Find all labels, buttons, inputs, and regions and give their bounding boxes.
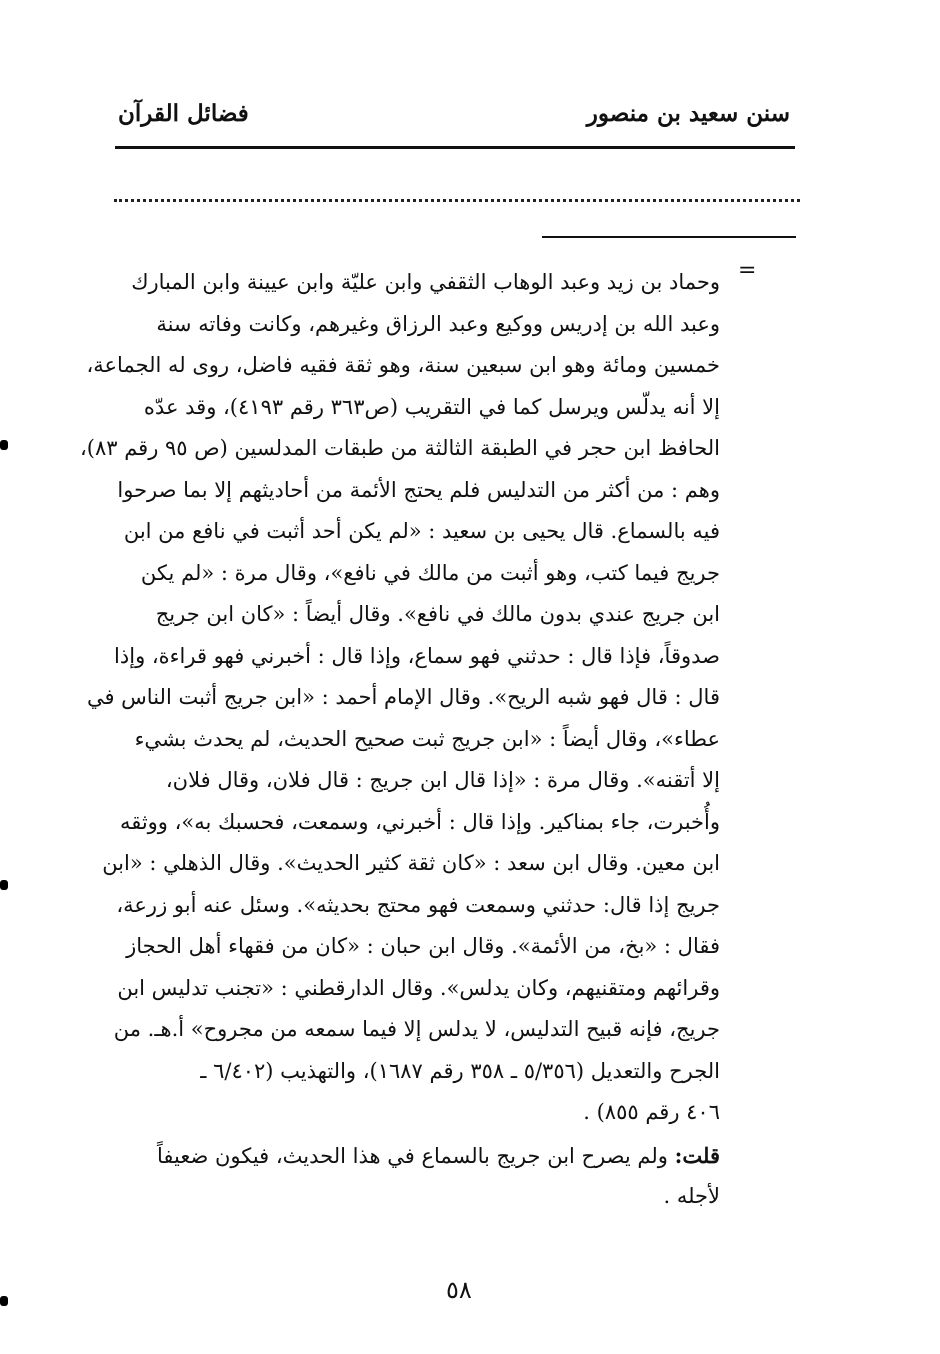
footnote-line: وعبد الله بن إدريس ووكيع وعبد الرزاق وغيرهم، وكانت وفاته سنة (156, 311, 720, 336)
scan-edge-mark (0, 1296, 8, 1306)
footnote-line: ٤٠٦ رقم ٨٥٥) . (583, 1100, 720, 1124)
author-note-line (110, 1136, 720, 1176)
footnote-line: إلا أنه يدلّس ويرسل كما في التقريب (ص٣٦٣ رقم ٤١٩٣)، وقد عدّه (143, 394, 720, 419)
scan-edge-mark (0, 440, 8, 450)
footnote-line: صدوقاً، فإذا قال : حدثني فهو سماع، وإذا قال : أخبرني فهو قراءة، وإذا (114, 643, 720, 668)
footnote-line: وقرائهم ومتقنيهم، وكان يدلس». وقال الدارقطني : «تجنب تدليس ابن (117, 975, 720, 1000)
footnote-line: الجرح والتعديل (٥/٣٥٦ ـ ٣٥٨ رقم ١٦٨٧)، والتهذيب (٦/٤٠٢ ـ (200, 1058, 720, 1083)
author-note (110, 1136, 720, 1216)
chapter-title: فضائل القرآن (118, 100, 249, 127)
author-note-text: ولم يصرح ابن جريج بالسماع في هذا الحديث، فيكون ضعيفاً (156, 1144, 668, 1168)
footnote-rule (542, 236, 796, 238)
ellipsis-separator (114, 186, 800, 202)
footnote-line: ابن معين. وقال ابن سعد : «كان ثقة كثير الحديث». وقال الذهلي : «ابن (102, 851, 720, 875)
author-note-label: قلت: (674, 1143, 720, 1168)
footnote-line: جريج، فإنه قبيح التدليس، لا يدلس إلا فيما سمعه من مجروح» أ.هـ. من (113, 1017, 720, 1041)
footnote-line: فقال : «بخ، من الأئمة». وقال ابن حبان : «كان من فقهاء أهل الحجاز (126, 934, 720, 958)
footnote-line: ابن جريج عندي بدون مالك في نافع». وقال أيضاً : «كان ابن جريج (155, 602, 720, 626)
footnote-line: عطاء»، وقال أيضاً : «ابن جريج ثبت صحيح الحديث، لم يحدث بشيء (134, 726, 720, 751)
footnote-line: خمسين ومائة وهو ابن سبعين سنة، وهو ثقة فقيه فاضل، روى له الجماعة، (86, 353, 720, 377)
footnote-line: وأُخبرت، جاء بمناكير. وإذا قال : أخبرني، وسمعت، فحسبك به»، ووثقه (119, 809, 720, 834)
footnote-line: جريج فيما كتب، وهو أثبت من مالك في نافع»، وقال مرة : «لم يكن (140, 560, 720, 585)
footnote-line: إلا أتقنه». وقال مرة : «إذا قال ابن جريج : قال فلان، وقال فلان، (165, 768, 720, 792)
scan-edge-mark (0, 880, 8, 890)
footnote-line: وحماد بن زيد وعبد الوهاب الثقفي وابن عليّة وابن عيينة وابن المبارك (131, 270, 720, 294)
footnote-line: جريج إذا قال: حدثني وسمعت فهو محتج بحديثه». وسئل عنه أبو زرعة، (116, 892, 720, 917)
footnote-line: قال : قال فهو شبه الريح». وقال الإمام أحمد : «ابن جريج أثبت الناس في (86, 685, 720, 709)
footnote-line: فيه بالسماع. قال يحيى بن سعيد : «لم يكن أحد أثبت في نافع من ابن (123, 519, 720, 543)
page-number: ٥٨ (446, 1276, 472, 1304)
footnote-line: الحافظ ابن حجر في الطبقة الثالثة من طبقات المدلسين (ص ٩٥ رقم ٨٣)، (79, 436, 720, 460)
book-title: سنن سعيد بن منصور (586, 100, 790, 127)
footnote-line: وهم : من أكثر من التدليس فلم يحتج الأئمة من أحاديثهم إلا بما صرحوا (117, 477, 720, 502)
header-rule (115, 146, 795, 149)
footnote-text (79, 262, 720, 1134)
author-note-line: لأجله . (663, 1184, 720, 1208)
continuation-mark: = (738, 258, 757, 283)
